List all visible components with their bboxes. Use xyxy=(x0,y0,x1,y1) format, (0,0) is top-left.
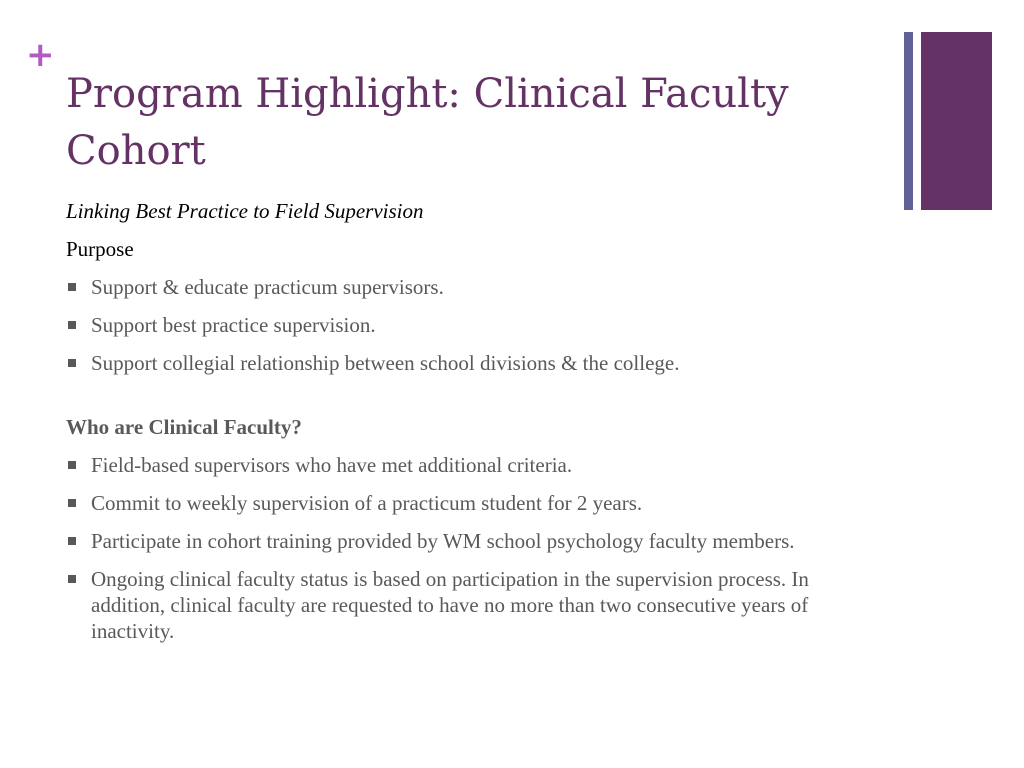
purpose-item xyxy=(66,274,886,300)
who-heading: Who are Clinical Faculty? xyxy=(66,415,302,439)
who-item xyxy=(66,566,886,644)
slide-title: Program Highlight: Clinical Faculty Cohort xyxy=(66,71,789,174)
slide-content xyxy=(66,198,886,656)
purpose-item-text: Support best practice supervision. xyxy=(91,313,376,337)
bullet-square-icon xyxy=(68,321,76,329)
bullet-square-icon xyxy=(68,537,76,545)
plus-decoration-icon: + xyxy=(26,35,55,75)
who-list xyxy=(66,452,886,644)
purpose-item xyxy=(66,350,886,376)
bullet-square-icon xyxy=(68,499,76,507)
accent-bar-thick xyxy=(921,32,992,210)
who-item-text: Ongoing clinical faculty status is based on participation in the supervision process. In addition, clinical faculty are requested to have no more than two consecutive years of inactivity. xyxy=(91,567,809,643)
who-item xyxy=(66,528,886,554)
bullet-square-icon xyxy=(68,575,76,583)
who-item xyxy=(66,452,886,478)
purpose-item-text: Support & educate practicum supervisors. xyxy=(91,275,444,299)
accent-bar-thin xyxy=(904,32,913,210)
who-item-text: Participate in cohort training provided by WM school psychology faculty members. xyxy=(91,529,795,553)
purpose-item-text: Support collegial relationship between school divisions & the college. xyxy=(91,351,680,375)
who-item xyxy=(66,490,886,516)
bullet-square-icon xyxy=(68,283,76,291)
purpose-item xyxy=(66,312,886,338)
section-spacer xyxy=(66,388,886,414)
purpose-heading: Purpose xyxy=(66,237,134,261)
bullet-square-icon xyxy=(68,359,76,367)
who-item-text: Field-based supervisors who have met additional criteria. xyxy=(91,453,573,477)
who-item-text: Commit to weekly supervision of a practicum student for 2 years. xyxy=(91,491,643,515)
bullet-square-icon xyxy=(68,461,76,469)
slide-subtitle: Linking Best Practice to Field Supervision xyxy=(66,199,424,223)
purpose-list xyxy=(66,274,886,376)
